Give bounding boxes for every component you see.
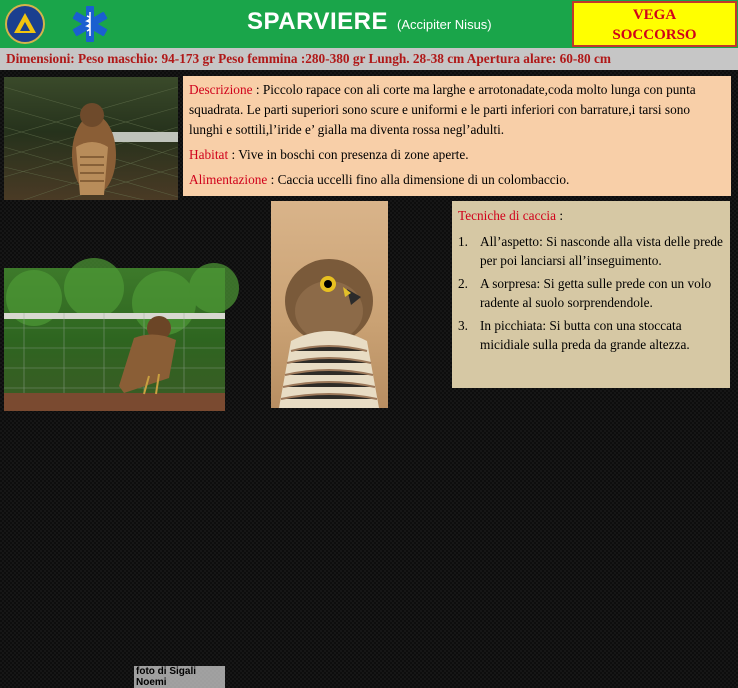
description-text: : Piccolo rapace con ali corte ma larghe e arrotonadate,coda molto lunga con punta squadrata. Le parti superiori sono scure e uniformi e le parti inferiori con barrature,i tarsi sono lunghi e sottili,l’iride e’ gialla ma diventa rossa negl’adulti. (189, 82, 696, 137)
food-paragraph (189, 170, 725, 190)
list-item (458, 232, 724, 270)
sparrowhawk-photo-perch (4, 268, 225, 688)
star-of-life-icon (69, 4, 111, 44)
header-bar (0, 0, 738, 48)
dimensions-bar: Dimensioni: Peso maschio: 94-173 gr Peso femmina :280-380 gr Lungh. 28-38 cm Apertura alare: 60-80 cm (0, 48, 738, 70)
hunting-title-text: Tecniche di caccia (458, 208, 556, 223)
food-label: Alimentazione (189, 172, 268, 187)
list-item (458, 274, 724, 312)
habitat-label: Habitat (189, 147, 229, 162)
food-text: : Caccia uccelli fino alla dimensione di un colombaccio. (267, 172, 570, 187)
hunting-title (458, 206, 724, 225)
badge-line-2: SOCCORSO (612, 27, 697, 43)
list-item-text: All’aspetto: Si nasconde alla vista delle prede per poi lanciarsi all’inseguimento. (480, 234, 723, 268)
list-item (458, 316, 724, 354)
list-item-number: 2. (458, 276, 468, 291)
hunting-title-suffix: : (556, 208, 564, 223)
badge-line-1: VEGA (632, 7, 677, 23)
sparrowhawk-portrait-photo (271, 201, 388, 408)
scientific-name: (Accipiter Nisus) (397, 17, 492, 32)
page-title: SPARVIERE (247, 8, 388, 35)
habitat-paragraph (189, 145, 725, 165)
list-item-number: 3. (458, 318, 468, 333)
list-item-text: A sorpresa: Si getta sulle prede con un volo radente al suolo sorprendendole. (480, 276, 712, 310)
vega-soccorso-badge (572, 1, 737, 47)
description-paragraph (189, 80, 725, 140)
habitat-text: : Vive in boschi con presenza di zone aperte. (228, 147, 469, 162)
hunting-list (458, 232, 724, 354)
description-box (183, 76, 731, 196)
photo-credit-large: foto di Sigali Noemi (134, 666, 225, 688)
list-item-text: In picchiata: Si butta con una stoccata micidiale sulla preda da grande altezza. (480, 318, 690, 352)
protezione-civile-logo-icon (5, 4, 45, 44)
description-label: Descrizione (189, 82, 253, 97)
hunting-techniques-box (452, 201, 730, 388)
sparrowhawk-photo-fence (4, 77, 178, 200)
list-item-number: 1. (458, 234, 468, 249)
